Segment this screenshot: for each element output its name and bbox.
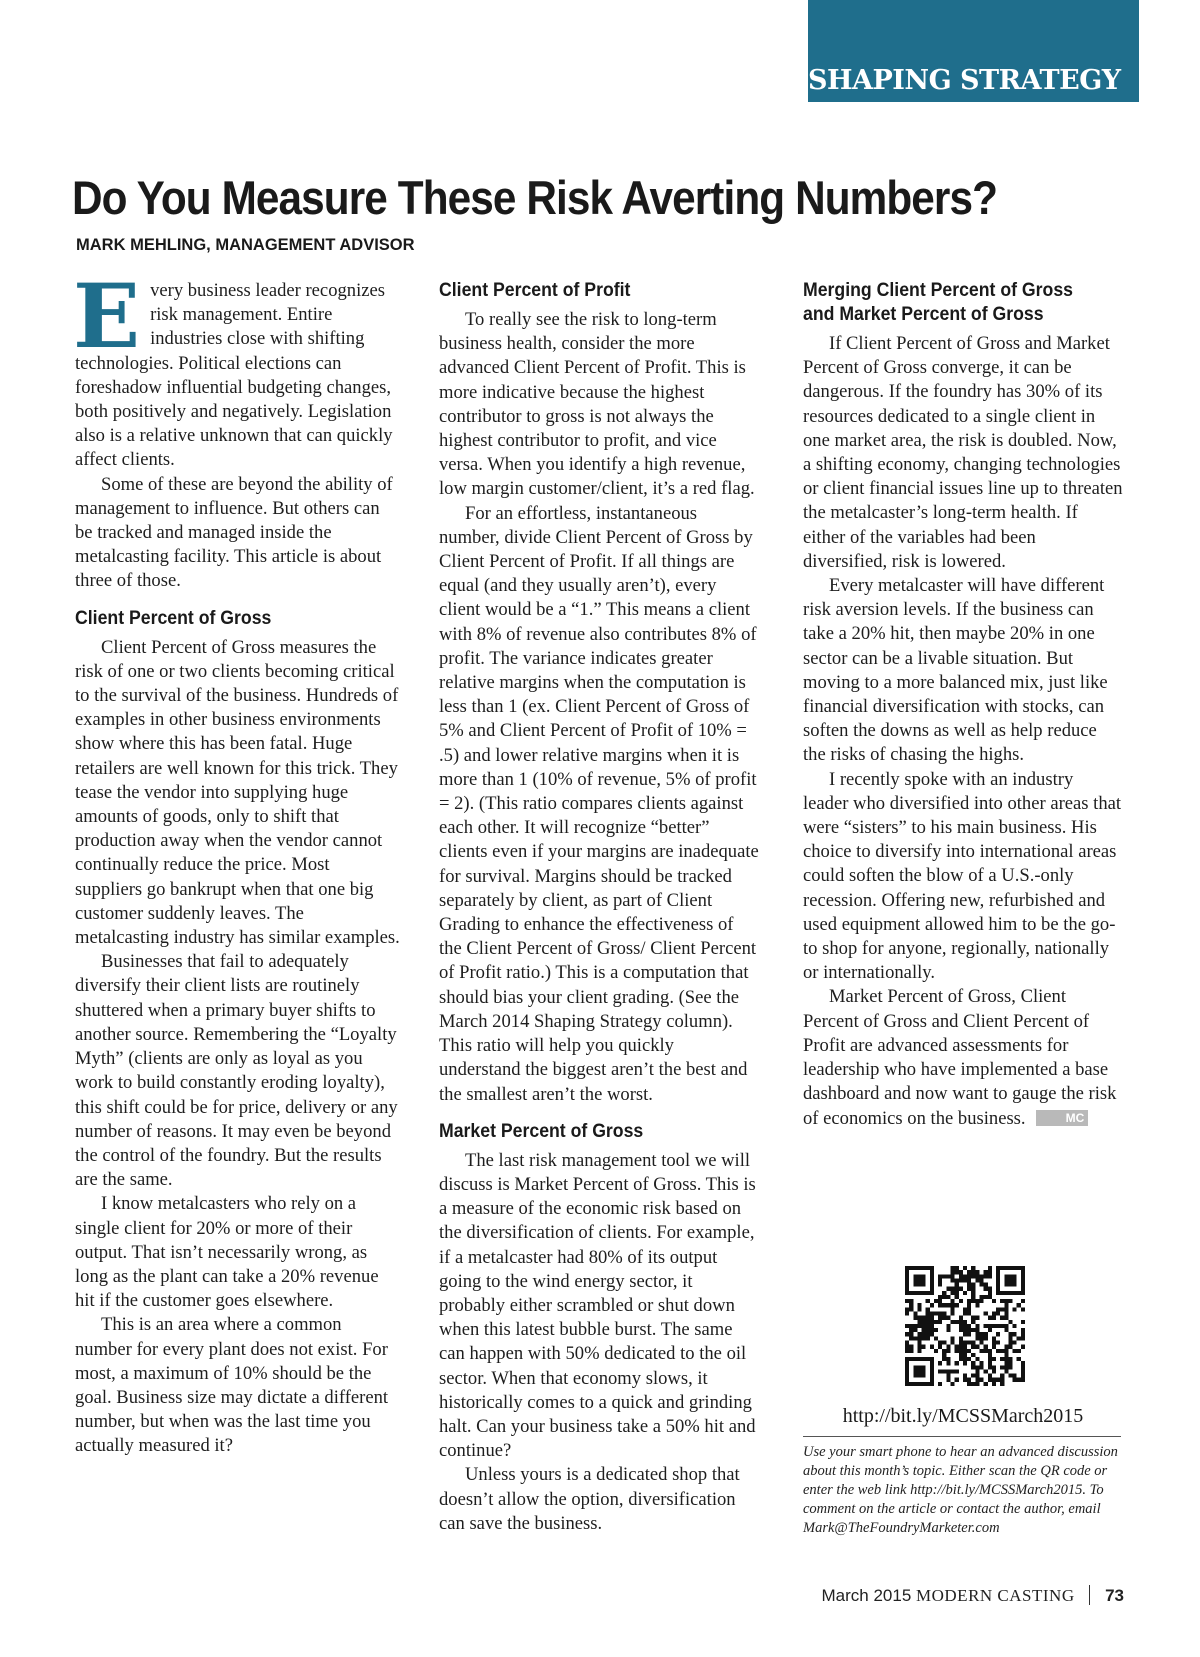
section-banner [808,0,1139,102]
paragraph: I recently spoke with an industry leader who diversified into other areas that were “sisters” to his main business. His choice to diversify into international areas could soften the blow of a U.S.-only recession. Offering new, refurbished and used equipment allowed him to be the go-to shop for anyone, regionally, nationally or internationally. [803,768,1122,984]
article-title: Do You Measure These Risk Averting Numbers? [72,171,998,224]
opening-paragraph [73,264,400,473]
paragraph: I know metalcasters who rely on a single client for 20% or more of their output. That isn’t necessarily wrong, as long as the plant can take a 20% revenue hit if the customer goes elsewhere. [75,1193,379,1312]
paragraph: If Client Percent of Gross and Market Percent of Gross converge, it can be dangerous. If the foundry has 30% of its resources dedicated to a single client in one market area, the risk is doubled. Now, a shifting economy, changing technologies or client financial issues line up to threaten the metalcaster’s long-term health. If either of the variables had been diversified, risk is lowered. [803,333,1123,572]
footer-divider [1089,1585,1090,1605]
article-column-2 [439,279,759,1536]
subheading-client-percent-of-gross: Client Percent of Gross [75,607,272,629]
qr-link-url[interactable]: http://bit.ly/MCSSMarch2015 [842,1405,1084,1427]
magazine-name: MODERN CASTING [916,1586,1075,1605]
paragraph: Unless yours is a dedicated shop that doesn’t allow the option, diversification can save the business. [439,1464,740,1534]
qr-caption: Use your smart phone to hear an advanced discussion about this month’s topic. Either scan the QR code or enter the web link http://bit.ly/MCSSMarch2015. To comment on the article or contact the author, email Mark@TheFoundryMarketer.com [803,1444,1118,1536]
paragraph: Businesses that fail to adequately diversify their client lists are routinely shuttered when a primary buyer shifts to another source. Remembering the “Loyalty Myth” (clients are only as loyal as you work to build constantly eroding loyalty), this shift could be for price, delivery or any number of reasons. It may even be beyond the control of the foundry. But the results are the same. [75,951,398,1191]
subheading-merging: Merging Client Percent of Gross and Market Percent of Gross [803,280,1074,325]
paragraph: Client Percent of Gross measures the risk of one or two clients becoming critical to the survival of the business. Hundreds of examples in other business environments show where this has been fatal. Huge retailers are well known for this trick. They tease the vendor into supplying huge amounts of goods, only to shift that production away when the vendor cannot continually reduce the price. Most suppliers go bankrupt when that one big customer suddenly leaves. The metalcasting industry has similar examples. [75,636,400,949]
paragraph: For an effortless, instantaneous number, divide Client Percent of Gross by Client Percent of Profit. If all things are equal (and they usually aren’t), every client would be a “1.” This means a client with 8% of revenue also contributes 8% of profit. The variance indicates greater relative margins when the computation is less than 1 (ex. Client Percent of Gross of 5% and Client Percent of Profit of 10% = .5) and lower relative margins when it is more than 1 (10% of revenue, 5% of profit = 2). (This ratio compares clients against each other. It will recognize “better” clients even if your margins are inadequate for survival. Margins should be tracked separately by client, as part of Client Grading to enhance the effectiveness of the Client Percent of Gross/ Client Percent of Profit ratio.) This is a computation that should bias your client grading. (See the March 2014 Shaping Strategy column). This ratio will help you quickly understand the biggest aren’t the best and the smallest aren’t the worst. [439,502,759,1105]
section-label: SHAPING STRATEGY [808,65,1121,96]
closing-paragraph [803,985,1123,1130]
byline: MARK MEHLING, MANAGEMENT ADVISOR [76,236,415,254]
subheading-market-percent-of-gross: Market Percent of Gross [439,1120,644,1142]
article-column-3 [803,279,1123,1131]
subheading-client-percent-of-profit: Client Percent of Profit [439,280,631,301]
article-column-1 [73,264,400,1459]
divider [803,1436,1121,1437]
paragraph-text: very business leader recognizes risk management. Entire industries close with shifting technologies. Political elections can foreshadow influential budgeting changes, both positively and negatively. Legislation also is a relative unknown that can quickly affect clients. [75,280,393,471]
paragraph: The last risk management tool we will discuss is Market Percent of Gross. This is a measure of the economic risk based on the diversification of clients. For example, if a metalcaster had 80% of its output going to the wind energy sector, it probably either scrambled or shut down when this latest bubble burst. The same can happen with 50% dedicated to the oil sector. When that economy slows, it historically comes to a quick and grinding halt. Can your business take a 50% hit and continue? [439,1149,756,1462]
paragraph: Some of these are beyond the ability of management to influence. But others can be tracked and managed inside the metalcasting facility. This article is about three of those. [75,473,393,592]
qr-code-icon[interactable] [905,1266,1025,1386]
paragraph: To really see the risk to long-term business health, consider the more advanced Client Percent of Profit. This is more indicative because the highest contributor to gross is not always the highest contributor to profit, and vice versa. When you identify a high revenue, low margin customer/client, it’s a red flag. [439,309,755,500]
paragraph: This is an area where a common number for every plant does not exist. For most, a maximum of 10% should be the goal. Business size may dictate a different number, but when was the last time you actually measured it? [75,1314,389,1457]
paragraph-text: Market Percent of Gross, Client Percent of Gross and Client Percent of Profit are advanced assessments for leadership who have implemented a base dashboard and now want to gauge the risk of economics on the business. [803,986,1117,1129]
issue-date: March 2015 [821,1586,912,1605]
page-footer [822,1585,1125,1606]
drop-cap: E [73,264,141,368]
page-number: 73 [1105,1586,1124,1605]
end-mark-badge: MC [1036,1110,1089,1126]
paragraph: Every metalcaster will have different risk aversion levels. If the business can take a 20% hit, then maybe 20% in one sector can be a livable situation. But moving to a more balanced mix, just like financial diversification with stocks, can soften the downs as well as help reduce the risks of chasing the highs. [803,575,1108,766]
